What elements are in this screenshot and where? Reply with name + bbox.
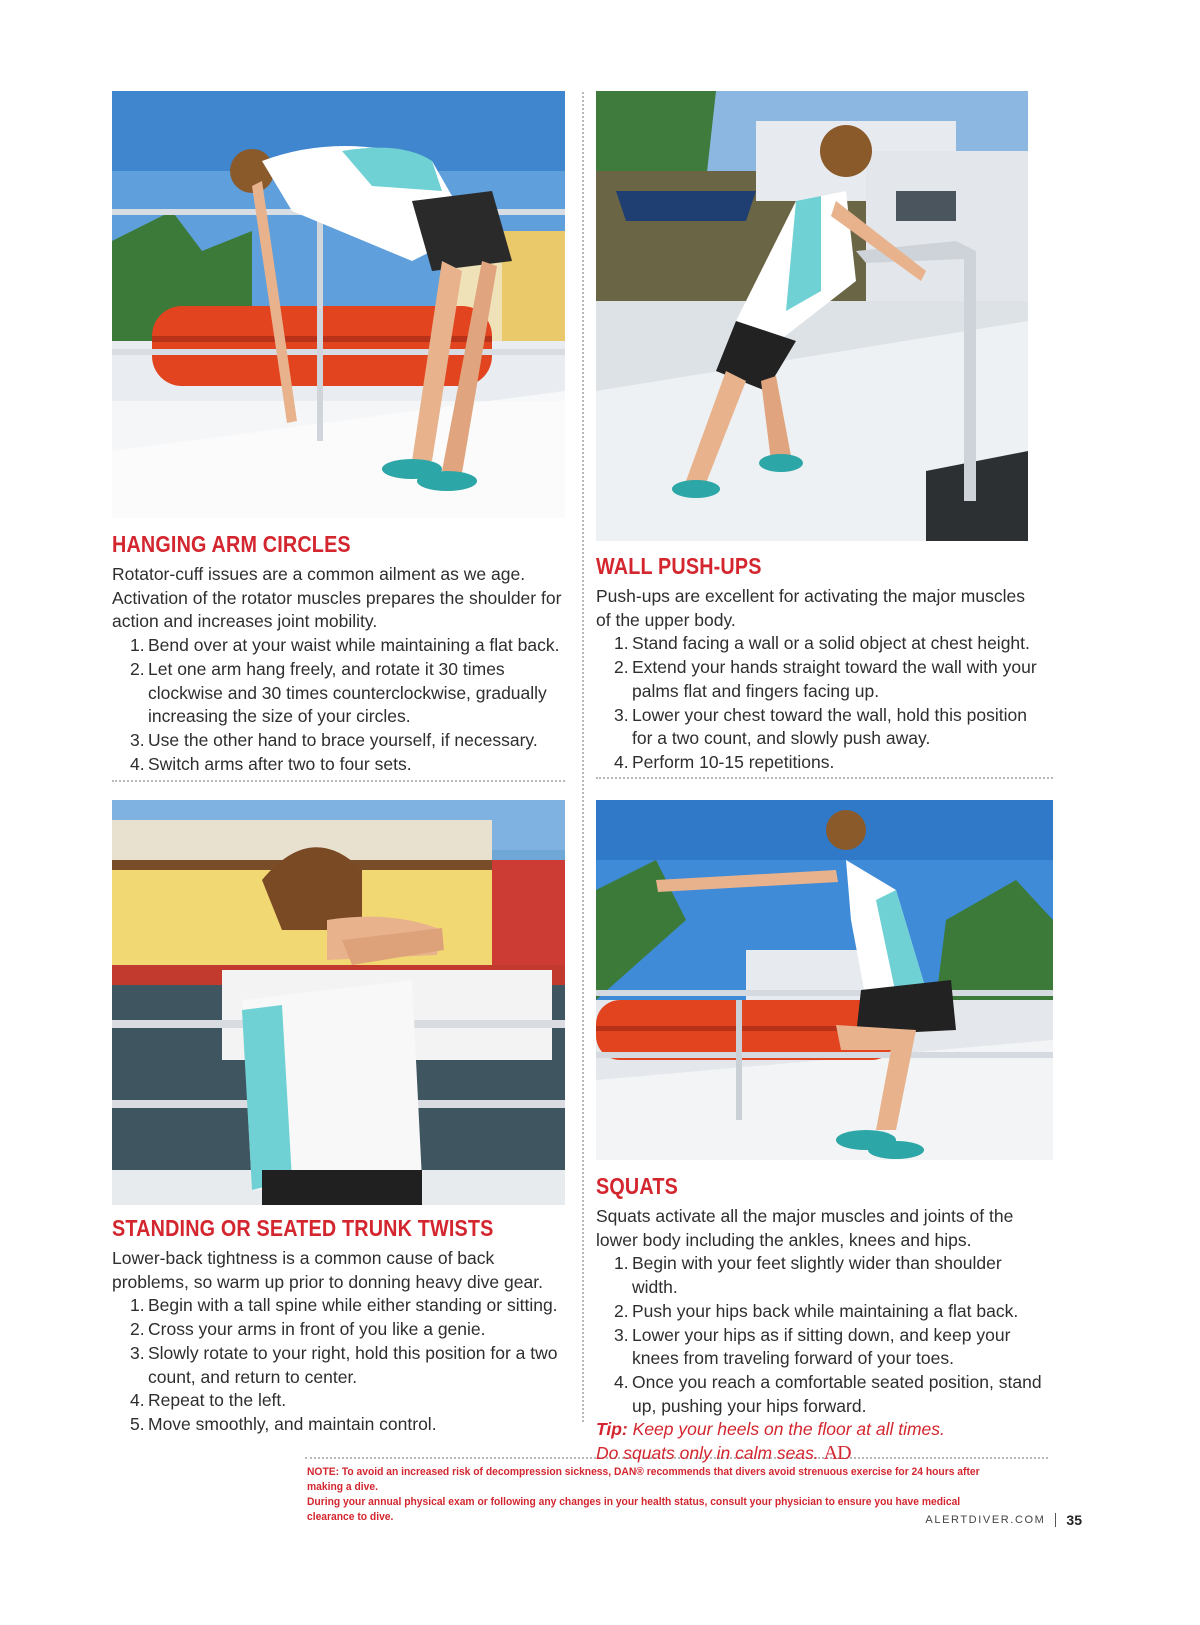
step-number: 4. [614, 751, 629, 772]
step-text: Push your hips back while maintaining a flat back. [632, 1300, 1019, 1321]
safety-note [307, 1465, 992, 1525]
tip-text: Keep your heels on the floor at all times. [632, 1419, 945, 1440]
step-number: 4. [130, 1390, 145, 1411]
row-divider-right [596, 777, 1053, 779]
column-divider [582, 92, 584, 1422]
step-item [112, 658, 572, 729]
step-item [596, 1252, 1051, 1299]
row-divider-left [112, 780, 565, 782]
step-number: 5. [130, 1413, 145, 1434]
section-title: SQUATS [596, 1173, 678, 1199]
step-number: 1. [614, 1253, 629, 1274]
step-number: 1. [130, 1295, 145, 1316]
step-item [112, 753, 572, 777]
step-item [596, 704, 1041, 751]
photo-squats [596, 800, 1053, 1160]
steps-list [596, 632, 1041, 774]
tip-line-1 [596, 1418, 1051, 1442]
step-text: Slowly rotate to your right, hold this position for a two count, and return to center. [148, 1342, 558, 1387]
step-item [112, 729, 572, 753]
step-text: Begin with your feet slightly wider than shoulder width. [632, 1253, 1002, 1298]
end-mark-ad: AD [823, 1442, 851, 1465]
step-number: 4. [614, 1371, 629, 1392]
step-text: Stand facing a wall or a solid object at chest height. [632, 633, 1030, 654]
step-number: 3. [130, 729, 145, 750]
step-text: Lower your chest toward the wall, hold this position for a two count, and slowly push away. [632, 704, 1027, 749]
tip-line-2 [596, 1442, 1051, 1466]
steps-list [596, 1252, 1051, 1418]
step-number: 1. [130, 635, 145, 656]
step-item [112, 1294, 572, 1318]
step-item [596, 1371, 1051, 1418]
steps-list [112, 1294, 572, 1436]
section-intro: Lower-back tightness is a common cause of back problems, so warm up prior to donning heavy dive gear. [112, 1248, 543, 1292]
step-item [112, 1413, 572, 1437]
step-item [596, 632, 1041, 656]
step-number: 3. [614, 704, 629, 725]
section-hanging-arm-circles [112, 531, 572, 776]
step-text: Lower your hips as if sitting down, and keep your knees from traveling forward of your toes. [632, 1324, 1011, 1369]
photo-wall-push-ups [596, 91, 1028, 541]
tip-label: Tip: [596, 1419, 628, 1440]
footer-site: ALERTDIVER.COM [925, 1514, 1046, 1526]
section-intro: Rotator-cuff issues are a common ailment as we age. Activation of the rotator muscles prepares the shoulder for action and increases joint mobility. [112, 564, 562, 632]
step-item [112, 634, 572, 658]
section-intro: Squats activate all the major muscles and joints of the lower body including the ankles, knees and hips. [596, 1206, 1014, 1250]
section-intro: Push-ups are excellent for activating the major muscles of the upper body. [596, 586, 1025, 630]
step-item [596, 656, 1041, 703]
section-wall-push-ups [596, 553, 1041, 775]
step-text: Begin with a tall spine while either standing or sitting. [148, 1295, 558, 1316]
photo-hanging-arm-circles [112, 91, 565, 518]
steps-list [112, 634, 572, 776]
step-number: 2. [614, 657, 629, 678]
step-number: 2. [130, 658, 145, 679]
section-trunk-twists [112, 1215, 572, 1437]
step-number: 3. [614, 1324, 629, 1345]
step-text: Cross your arms in front of you like a genie. [148, 1319, 486, 1340]
step-number: 2. [614, 1300, 629, 1321]
step-text: Repeat to the left. [148, 1390, 287, 1411]
page-footer [925, 1512, 1082, 1528]
step-item [112, 1342, 572, 1389]
footer-separator [1055, 1513, 1056, 1527]
section-title: WALL PUSH-UPS [596, 553, 762, 579]
section-squats [596, 1173, 1051, 1466]
step-text: Use the other hand to brace yourself, if necessary. [148, 729, 538, 750]
photo-trunk-twists [112, 800, 565, 1205]
step-number: 2. [130, 1319, 145, 1340]
step-text: Switch arms after two to four sets. [148, 753, 412, 774]
page-number: 35 [1066, 1512, 1082, 1528]
step-text: Bend over at your waist while maintaining a flat back. [148, 635, 560, 656]
step-number: 4. [130, 753, 145, 774]
step-number: 3. [130, 1342, 145, 1363]
note-line-2: During your annual physical exam or following any changes in your health status, consult your physician to ensure you have medical clearance to dive. [307, 1496, 961, 1523]
step-item [112, 1389, 572, 1413]
step-text: Extend your hands straight toward the wall with your palms flat and fingers facing up. [632, 657, 1037, 701]
step-text: Let one arm hang freely, and rotate it 30 times clockwise and 30 times counterclockwise, gradually increasing the size of your circles. [148, 658, 547, 727]
note-line-1: NOTE: To avoid an increased risk of decompression sickness, DAN® recommends that divers avoid strenuous exercise for 24 hours after making a dive. [307, 1466, 980, 1493]
step-item [112, 1318, 572, 1342]
step-text: Once you reach a comfortable seated position, stand up, pushing your hips forward. [632, 1371, 1042, 1416]
section-title: STANDING OR SEATED TRUNK TWISTS [112, 1215, 494, 1241]
step-item [596, 1324, 1051, 1371]
tip-text-2: Do squats only in calm seas. [596, 1443, 819, 1464]
step-text: Perform 10-15 repetitions. [632, 751, 835, 772]
section-title: HANGING ARM CIRCLES [112, 531, 351, 557]
step-item [596, 751, 1041, 775]
step-item [596, 1300, 1051, 1324]
step-text: Move smoothly, and maintain control. [148, 1413, 437, 1434]
step-number: 1. [614, 633, 629, 654]
